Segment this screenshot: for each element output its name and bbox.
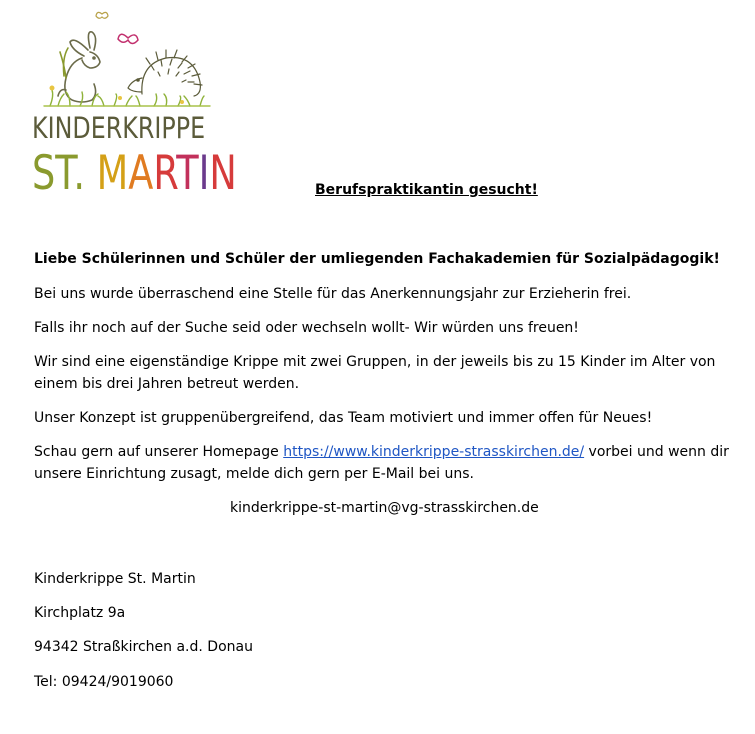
logo-letter: R bbox=[153, 146, 177, 201]
address-name: Kinderkrippe St. Martin bbox=[34, 571, 196, 587]
logo-title-line1: KINDERKRIPPE bbox=[32, 111, 206, 145]
paragraph-text: Falls ihr noch auf der Suche seid oder wechseln wollt- Wir würden uns freuen! bbox=[34, 320, 579, 336]
homepage-prefix: Schau gern auf unserer Homepage bbox=[34, 444, 284, 460]
logo-title-line2 bbox=[32, 146, 237, 201]
homepage-suffix: vorbei und wenn dir bbox=[584, 444, 729, 460]
logo-letter: N bbox=[209, 146, 237, 201]
logo-letter: S bbox=[32, 146, 56, 201]
logo-illustration-icon bbox=[30, 8, 230, 118]
butterfly-icon bbox=[96, 12, 108, 18]
logo bbox=[30, 8, 237, 201]
greeting-text: Liebe Schülerinnen und Schüler der umliegenden Fachakademien für Sozialpädagogik! bbox=[34, 251, 720, 267]
paragraph-text: Unser Konzept ist gruppenübergreifend, das Team motiviert und immer offen für Neues! bbox=[34, 410, 653, 426]
hedgehog-icon bbox=[128, 50, 202, 96]
paragraph-text: Wir sind eine eigenständige Krippe mit zwei Gruppen, in der jeweils bis zu 15 Kinder im Alter von bbox=[34, 354, 716, 370]
paragraph-text: einem bis drei Jahren betreut werden. bbox=[34, 376, 300, 392]
address-phone: Tel: 09424/9019060 bbox=[34, 674, 174, 690]
paragraph-text: unsere Einrichtung zusagt, melde dich gern per E-Mail bei uns. bbox=[34, 466, 474, 482]
grass-icon bbox=[44, 90, 210, 106]
logo-letter: I bbox=[198, 146, 210, 201]
paragraph-homepage bbox=[34, 441, 729, 463]
logo-letter bbox=[85, 146, 97, 201]
butterfly-icon bbox=[118, 34, 138, 43]
logo-letter: . bbox=[73, 146, 85, 201]
homepage-link[interactable]: https://www.kinderkrippe-strasskirchen.de/ bbox=[283, 444, 585, 460]
address-street: Kirchplatz 9a bbox=[34, 605, 126, 621]
paragraph-text: Bei uns wurde überraschend eine Stelle für das Anerkennungsjahr zur Erzieherin frei. bbox=[34, 286, 632, 302]
logo-letter: T bbox=[176, 146, 199, 201]
page-title: Berufspraktikantin gesucht! bbox=[315, 182, 538, 198]
address-city: 94342 Straßkirchen a.d. Donau bbox=[34, 639, 253, 655]
logo-letter: A bbox=[128, 146, 154, 201]
logo-letter: T bbox=[55, 146, 74, 201]
rabbit-icon bbox=[58, 32, 100, 102]
logo-letter: M bbox=[96, 146, 129, 201]
email-address: kinderkrippe-st-martin@vg-strasskirchen.de bbox=[230, 500, 539, 516]
